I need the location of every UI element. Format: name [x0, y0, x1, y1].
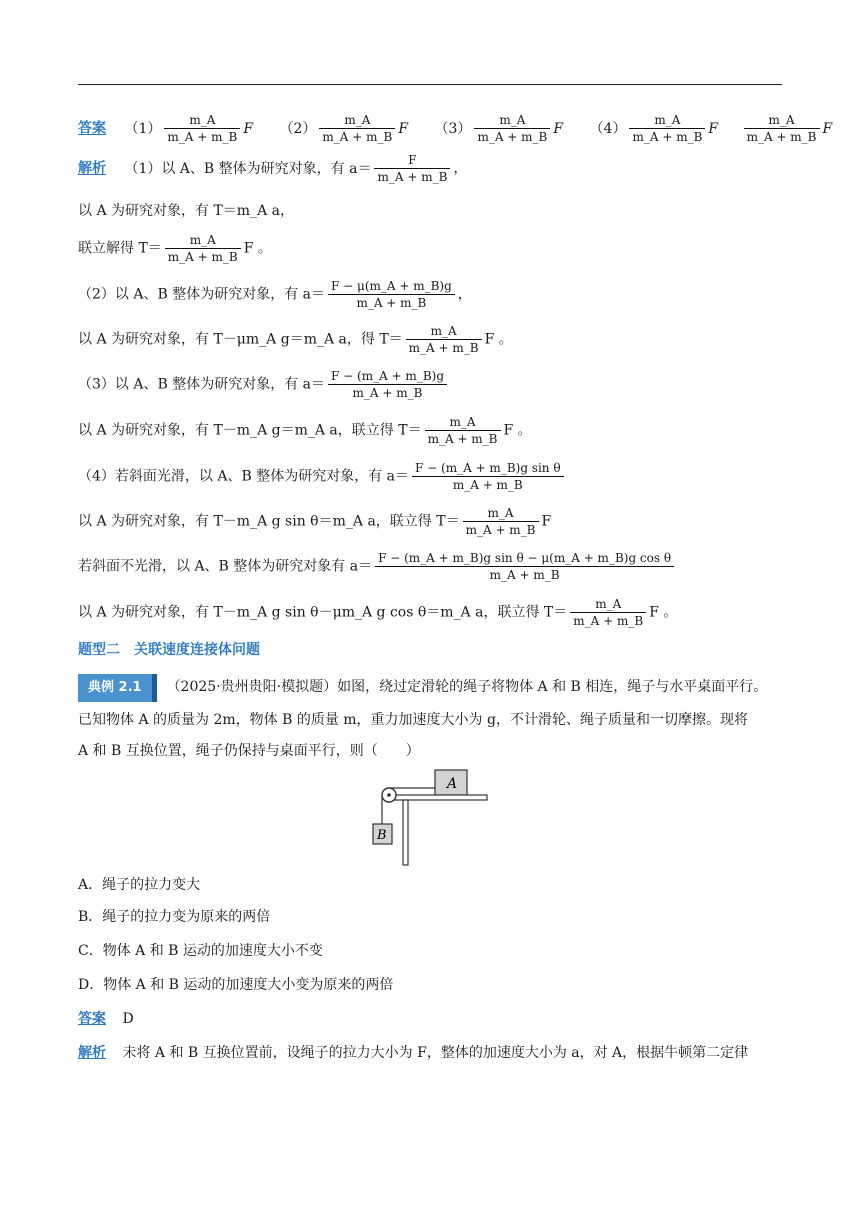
answer-item-2: （2） $\frac{m\_A}{m\_A + m\_B}$ F	[279, 113, 409, 144]
analysis-line-5: 以 A 为研究对象，有 T－μm_A g＝m_A a，得 T＝ $\frac{m\_A}{m\_A + m\_B}$ F 。	[78, 324, 513, 355]
analysis-line-2: 以 A 为研究对象，有 T＝m_A a，	[78, 203, 294, 219]
analysis-line-9: 以 A 为研究对象，有 T－m_A g sin θ＝m_A a，联立得 T＝ $\frac{m\_A}{m\_A + m\_B}$ F	[78, 506, 552, 537]
item-number: （4）	[589, 120, 627, 137]
item-number: （3）	[434, 120, 472, 137]
fraction: $\frac{m\_A}{m\_A + m\_B}$	[165, 232, 241, 265]
option-c: C．物体 A 和 B 运动的加速度大小不变	[78, 943, 323, 959]
analysis-label: 解析	[78, 1045, 106, 1061]
header-rule	[78, 84, 782, 85]
pulley-axle	[387, 793, 391, 797]
analysis-line-10: 若斜面不光滑，以 A、B 整体为研究对象有 a＝ $\frac{\text{F − (m\_A + m\_B)g sin θ − μ(m\_A + m\_B)g cos θ}}{m\_A + m\_B}$	[78, 550, 677, 583]
analysis-line-final: 解析 未将 A 和 B 互换位置前，设绳子的拉力大小为 F，整体的加速度大小为 a，对 A，根据牛顿第二定律	[78, 1045, 749, 1061]
fraction: $\frac{F - \mu(m\_A + m\_B)g}{m\_A + m\_B}$	[328, 278, 455, 311]
analysis-line-7: 以 A 为研究对象，有 T－m_A g＝m_A a，联立得 T＝ $\frac{m\_A}{m\_A + m\_B}$ F 。	[78, 415, 532, 446]
answer-item-3: （3） $\frac{m\_A}{m\_A + m\_B}$ F	[434, 113, 564, 144]
block-a-label: A	[447, 776, 458, 792]
analysis-line-1: 解析 （1）以 A、B 整体为研究对象，有 a＝ $\frac{F}{m\_A + m\_B}$ ，	[78, 153, 468, 184]
answer-item-1: （1） $\frac{m\_A}{m\_A + m\_B}$ F	[124, 113, 254, 144]
fraction: $\frac{m\_A}{m\_A + m\_B}$	[629, 112, 705, 145]
fraction: $\frac{m\_A}{m\_A + m\_B}$	[425, 414, 501, 447]
analysis-line-8: （4）若斜面光滑，以 A、B 整体为研究对象，有 a＝ $\frac{\text{F − (m\_A + m\_B)g sin θ}}{m\_A + m\_B}$	[78, 460, 567, 493]
answer-line-1	[78, 112, 832, 145]
example-badge: 典例 2.1	[78, 674, 157, 702]
option-d: D．物体 A 和 B 运动的加速度大小变为原来的两倍	[78, 977, 394, 993]
example-line-3: A 和 B 互换位置，绳子仍保持与桌面平行，则（ ）	[78, 743, 420, 759]
option-b: B．绳子的拉力变为原来的两倍	[78, 909, 271, 925]
answer-line-2	[78, 1009, 134, 1029]
example-line-1: 典例 2.1 （2025·贵州贵阳·模拟题）如图，绕过定滑轮的绳子将物体 A 和 B 相连，绳子与水平桌面平行。	[78, 674, 767, 702]
answer-value: D	[122, 1011, 134, 1027]
fraction: $\frac{m\_A}{m\_A + m\_B}$	[744, 112, 820, 145]
fraction: $\frac{F - (m\_A + m\_B)g}{m\_A + m\_B}$	[328, 368, 447, 401]
fraction: $\frac{m\_A}{m\_A + m\_B}$	[319, 112, 395, 145]
fraction: $\frac{F}{m\_A + m\_B}$	[374, 152, 450, 185]
fraction: $\frac{m\_A}{m\_A + m\_B}$	[570, 596, 646, 629]
item-number: （2）	[279, 120, 317, 137]
fraction: $\frac{m\_A}{m\_A + m\_B}$	[406, 323, 482, 356]
table-leg	[403, 800, 408, 865]
answer-item-4: （4） $\frac{m\_A}{m\_A + m\_B}$ F	[589, 113, 719, 144]
answer-label: 答案	[78, 1011, 106, 1027]
analysis-line-6: （3）以 A、B 整体为研究对象，有 a＝ $\frac{F - (m\_A + m\_B)g}{m\_A + m\_B}$	[78, 368, 450, 401]
analysis-line-4: （2）以 A、B 整体为研究对象，有 a＝ $\frac{F - \mu(m\_A + m\_B)g}{m\_A + m\_B}$ ，	[78, 279, 472, 310]
pulley-figure	[365, 765, 495, 867]
option-a: A．绳子的拉力变大	[78, 877, 201, 893]
fraction: $\frac{\text{F − (m\_A + m\_B)g sin θ}}{m\_A + m\_B}$	[412, 460, 564, 493]
fraction: $\frac{\text{F − (m\_A + m\_B)g sin θ − μ(m\_A + m\_B)g cos θ}}{m\_A + m\_B}$	[375, 550, 674, 583]
block-b-label: B	[377, 828, 387, 843]
item-number: （1）	[124, 120, 162, 137]
answer-label: 答案	[78, 120, 106, 137]
fraction: $\frac{m\_A}{m\_A + m\_B}$	[463, 505, 539, 538]
analysis-line-3: 联立解得 T＝ $\frac{m\_A}{m\_A + m\_B}$ F 。	[78, 233, 272, 264]
tabletop	[387, 795, 487, 800]
fraction: $\frac{m\_A}{m\_A + m\_B}$	[164, 112, 240, 145]
example-line-2: 已知物体 A 的质量为 2m，物体 B 的质量 m，重力加速度大小为 g，不计滑轮、绳子质量和一切摩擦。现将	[78, 712, 748, 728]
answer-item-5: $\frac{m\_A}{m\_A + m\_B}$ F	[741, 121, 833, 137]
analysis-label: 解析	[78, 160, 106, 177]
fraction: $\frac{m\_A}{m\_A + m\_B}$	[474, 112, 550, 145]
section-title: 题型二 关联速度连接体问题	[78, 642, 260, 658]
analysis-line-11: 以 A 为研究对象，有 T－m_A g sin θ－μm_A g cos θ＝m_A a，联立得 T＝ $\frac{m\_A}{m\_A + m\_B}$ F 。	[78, 597, 678, 628]
